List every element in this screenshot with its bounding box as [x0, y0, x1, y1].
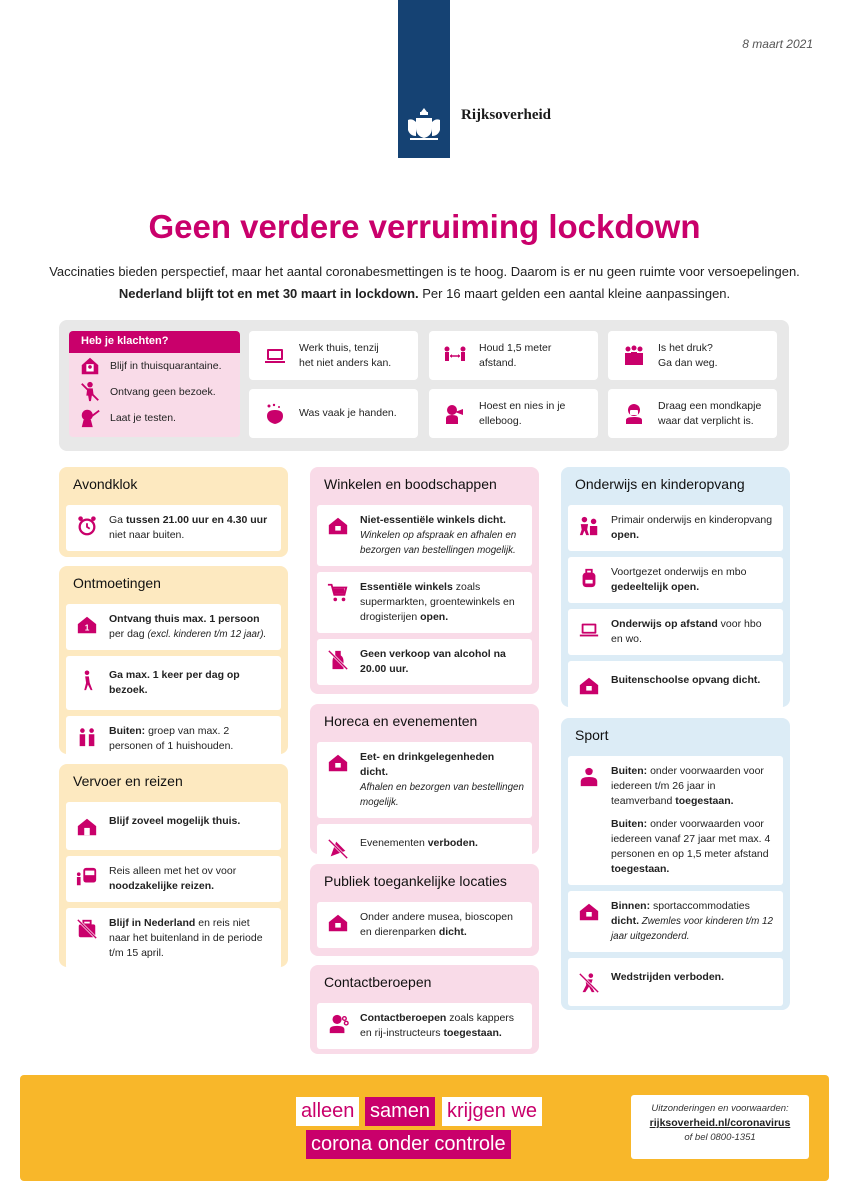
list-item	[568, 557, 783, 603]
list-item	[317, 902, 532, 948]
item-text-bold: Geen verkoop van alcohol na 20.00 uur.	[360, 648, 506, 675]
footer-note: Uitzonderingen en voorwaarden:	[651, 1103, 789, 1114]
children-icon	[578, 515, 600, 537]
item-text-bold: Blijf zoveel mogelijk thuis.	[109, 815, 241, 827]
item-text-bold: toegestaan.	[675, 795, 734, 807]
item-text: onder voorwaarden voor iedereen t/m 26 jaar in teamverband	[611, 765, 764, 807]
item-text: Onder andere musea, bioscopen en dierenparken	[360, 911, 513, 938]
section-horeca	[310, 704, 539, 854]
complaints-item	[69, 379, 240, 405]
tip-line-1: Is het druk?	[658, 341, 713, 354]
section-onderwijs	[561, 467, 790, 707]
no-events-icon	[327, 838, 349, 860]
list-item	[317, 505, 532, 566]
item-text-bold: Ga max. 1 keer per dag op bezoek.	[109, 669, 240, 696]
section-title: Winkelen en boodschappen	[324, 476, 497, 492]
alarm-clock-icon	[76, 515, 98, 537]
house-one-icon	[76, 614, 98, 636]
list-item	[66, 802, 281, 850]
slogan-word: krijgen we	[442, 1097, 542, 1126]
athlete-icon	[578, 766, 600, 788]
item-text: sportaccommodaties	[650, 900, 750, 912]
item-text-bold: gedeeltelijk open.	[611, 581, 700, 593]
item-text-bold: Ontvang thuis max. 1 persoon	[109, 613, 260, 625]
section-publiek	[310, 864, 539, 956]
museum-closed-icon	[327, 912, 349, 934]
complaints-item-text: Laat je testen.	[110, 412, 176, 424]
intro-line-2-rest: Per 16 maart gelden een aantal kleine aanpassingen.	[418, 286, 731, 301]
tip-card-crowd	[608, 331, 777, 380]
complaints-item-text: Blijf in thuisquarantaine.	[110, 360, 222, 372]
backpack-icon	[578, 567, 600, 589]
tip-line-2: elleboog.	[479, 414, 522, 427]
section-title: Ontmoetingen	[73, 575, 161, 591]
intro-line-2-bold: Nederland blijft tot en met 30 maart in lockdown.	[118, 286, 419, 301]
item-text-bold: Essentiële winkels	[360, 581, 453, 593]
item-text-italic: Afhalen en bezorgen van bestellingen mogelijk.	[360, 782, 524, 808]
complaints-item	[69, 405, 240, 431]
list-item	[66, 656, 281, 710]
item-text: groep van max. 2 personen of 1 huishouden.	[109, 725, 234, 752]
list-item	[568, 609, 783, 655]
intro-line-2	[0, 283, 849, 305]
tip-line-1: Draag een mondkapje	[658, 399, 762, 412]
tip-line-1: Houd 1,5 meter	[479, 341, 552, 354]
tip-line-2: Ga dan weg.	[658, 356, 718, 369]
page-title: Geen verdere verruiming lockdown	[148, 208, 701, 245]
item-text: onder voorwaarden voor iedereen vanaf 27 jaar met max. 4 personen en op 1,5 meter afstand	[611, 818, 771, 860]
walking-person-icon	[76, 670, 98, 692]
item-text: en reis niet naar het buitenland in de periode t/m 15 april.	[109, 917, 263, 959]
item-text-bold: Buiten:	[611, 765, 648, 777]
section-ontmoetingen	[59, 566, 288, 754]
footer-info-card	[631, 1095, 809, 1159]
list-item	[317, 639, 532, 685]
test-swab-icon	[79, 407, 101, 429]
hairdresser-icon	[327, 1013, 349, 1035]
item-text: niet naar buiten.	[109, 529, 185, 541]
house-quarantine-icon	[79, 355, 101, 377]
item-text-bold: toegestaan.	[611, 863, 670, 875]
section-title: Publiek toegankelijke locaties	[324, 873, 507, 889]
section-title: Avondklok	[73, 476, 138, 492]
distance-icon	[443, 344, 467, 368]
item-text-bold: noodzakelijke reizen.	[109, 880, 215, 892]
item-text-italic: Winkelen op afspraak en afhalen en bezorgen van bestellingen mogelijk.	[360, 530, 517, 556]
list-item	[66, 856, 281, 902]
section-vervoer	[59, 764, 288, 967]
tip-card-wash-hands	[249, 389, 418, 438]
section-title: Onderwijs en kinderopvang	[575, 476, 745, 492]
tip-line-2: afstand.	[479, 356, 517, 369]
item-text: Reis alleen met het ov voor	[109, 865, 237, 877]
house-closed-icon	[578, 675, 600, 697]
list-item	[66, 604, 281, 650]
item-text-bold: tussen 21.00 uur en 4.30 uur	[125, 514, 268, 526]
tip-card-mask	[608, 389, 777, 438]
item-text-bold: Buitenschoolse opvang dicht.	[611, 674, 761, 686]
shopping-cart-icon	[327, 582, 349, 604]
list-item	[66, 505, 281, 551]
item-text-bold: Contactberoepen	[360, 1012, 447, 1024]
item-text: voor hbo en wo.	[611, 618, 762, 645]
item-text: Ga	[109, 514, 126, 526]
section-avondklok	[59, 467, 288, 557]
section-contact	[310, 965, 539, 1054]
sneeze-elbow-icon	[443, 402, 467, 426]
item-text-italic: Zwemles voor kinderen t/m 12 jaar uitgezonderd.	[611, 916, 773, 942]
item-text-bold: dicht.	[611, 915, 639, 927]
item-text: Primair onderwijs en kinderopvang	[611, 514, 773, 526]
item-text-bold: verboden.	[427, 837, 478, 849]
footer-phone: of bel 0800-1351	[684, 1132, 756, 1143]
item-paragraph	[611, 817, 775, 877]
tip-line-1: Was vaak je handen.	[299, 407, 397, 419]
tip-line-2: waar dat verplicht is.	[658, 414, 754, 427]
face-mask-icon	[622, 402, 646, 426]
list-item	[317, 742, 532, 818]
item-text-bold: open.	[420, 611, 449, 623]
laptop-icon	[578, 619, 600, 641]
tip-card-sneeze	[429, 389, 598, 438]
complaints-box	[69, 331, 240, 437]
item-text: per dag	[109, 628, 148, 640]
item-text-bold: Niet-essentiële winkels dicht.	[360, 514, 506, 526]
wash-hands-icon	[263, 402, 287, 426]
no-travel-suitcase-icon	[76, 918, 98, 940]
item-text-bold: Wedstrijden verboden.	[611, 971, 724, 983]
restaurant-closed-icon	[327, 752, 349, 774]
two-persons-icon	[76, 726, 98, 748]
shop-closed-icon	[327, 515, 349, 537]
tip-card-work-home	[249, 331, 418, 380]
no-competition-icon	[578, 972, 600, 994]
tip-line-2: het niet anders kan.	[299, 356, 392, 369]
item-text-bold: Blijf in Nederland	[109, 917, 196, 929]
section-winkelen	[310, 467, 539, 694]
item-text-bold: Buiten:	[611, 818, 648, 830]
no-visit-icon	[79, 381, 101, 403]
laptop-icon	[263, 344, 287, 368]
sports-hall-icon	[578, 901, 600, 923]
item-paragraph	[611, 764, 775, 809]
item-text-bold: Binnen:	[611, 900, 651, 912]
list-item	[66, 908, 281, 969]
item-text: Evenementen	[360, 837, 428, 849]
list-item	[568, 756, 783, 885]
no-alcohol-icon	[327, 649, 349, 671]
section-sport	[561, 718, 790, 1010]
tip-card-distance	[429, 331, 598, 380]
coat-of-arms-icon	[404, 104, 444, 144]
item-text-bold: Onderwijs op afstand	[611, 618, 718, 630]
item-text: zoals supermarkten, groentewinkels en drogisterijen	[360, 581, 515, 623]
svg-text:1: 1	[84, 623, 90, 633]
train-icon	[76, 866, 98, 888]
item-text-italic: (excl. kinderen t/m 12 jaar).	[147, 629, 267, 640]
complaints-title: Heb je klachten?	[69, 331, 240, 353]
complaints-item	[69, 353, 240, 379]
section-title: Sport	[575, 727, 609, 743]
list-item	[568, 505, 783, 551]
list-item	[568, 661, 783, 709]
complaints-item-text: Ontvang geen bezoek.	[110, 386, 216, 398]
tip-line-1: Werk thuis, tenzij	[299, 341, 379, 354]
list-item	[568, 958, 783, 1006]
section-title: Horeca en evenementen	[324, 713, 478, 729]
item-text-bold: dicht.	[438, 926, 467, 938]
list-item	[317, 572, 532, 633]
slogan-word: corona onder controle	[306, 1130, 511, 1159]
tip-line-1: Hoest en nies in je	[479, 399, 566, 412]
item-text-bold: toegestaan.	[443, 1027, 502, 1039]
intro-text	[0, 261, 849, 305]
list-item	[568, 891, 783, 952]
publication-date: 8 maart 2021	[742, 37, 813, 51]
item-text: Voortgezet onderwijs en mbo	[611, 566, 747, 578]
item-text-bold: Buiten:	[109, 725, 146, 737]
intro-line-1: Vaccinaties bieden perspectief, maar het aantal coronabesmettingen is te hoog. Daarom is er nu geen ruimte voor versoepelingen.	[49, 264, 800, 279]
house-icon	[76, 816, 98, 838]
slogan-word: samen	[365, 1097, 435, 1126]
slogan-word: alleen	[296, 1097, 359, 1126]
section-title: Contactberoepen	[324, 974, 432, 990]
footer-link[interactable]: rijksoverheid.nl/coronavirus	[649, 1117, 791, 1129]
section-title: Vervoer en reizen	[73, 773, 183, 789]
item-text-bold: open.	[611, 529, 639, 541]
crowd-icon	[622, 344, 646, 368]
item-text: zoals kappers en rij-instructeurs	[360, 1012, 515, 1039]
item-text-bold: Eet- en drinkgelegenheden dicht.	[360, 751, 495, 778]
list-item	[317, 1003, 532, 1049]
logo-text: Rijksoverheid	[461, 107, 551, 123]
list-item	[66, 716, 281, 762]
